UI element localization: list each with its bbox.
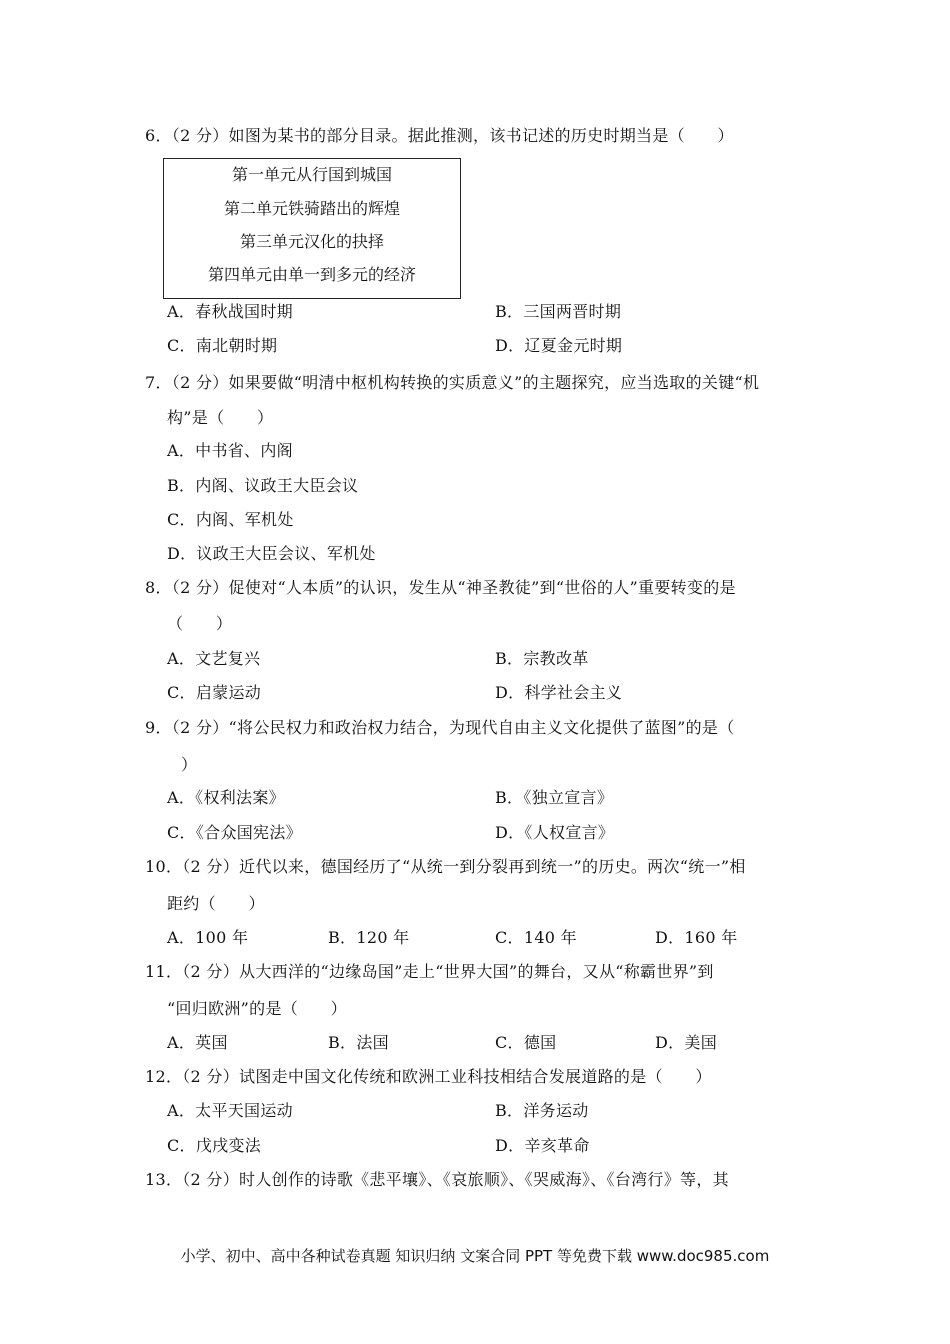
question-8-stem-cont: （ ）: [167, 614, 233, 633]
question-9-option-b: B．《独立宣言》: [495, 788, 614, 807]
question-12-stem: 12．（2 分）试图走中国文化传统和欧洲工业科技相结合发展道路的是（ ）: [145, 1067, 712, 1086]
question-12-option-a: A．太平天国运动: [167, 1101, 293, 1120]
toc-item: 第二单元铁骑踏出的辉煌: [223, 199, 400, 218]
question-10-option-d: D．160 年: [655, 928, 738, 947]
question-12-option-d: D．辛亥革命: [495, 1136, 590, 1155]
question-10-option-a: A．100 年: [167, 928, 249, 947]
question-6-option-b: B．三国两晋时期: [495, 302, 622, 321]
question-8-option-b: B．宗教改革: [495, 649, 589, 668]
question-8-option-c: C．启蒙运动: [167, 683, 262, 702]
toc-item: 第一单元从行国到城国: [231, 165, 392, 184]
question-9-stem: 9．（2 分）“将公民权力和政治权力结合，为现代自由主义文化提供了蓝图”的是（: [145, 718, 735, 737]
question-7-stem: 7．（2 分）如果要做“明清中枢机构转换的实质意义”的主题探究，应当选取的关键“机: [145, 373, 760, 392]
question-8-option-d: D．科学社会主义: [495, 683, 623, 702]
question-6-option-c: C．南北朝时期: [167, 336, 278, 355]
question-11-option-c: C．德国: [495, 1033, 557, 1052]
table-of-contents-box: [163, 158, 461, 299]
question-10-stem: 10．（2 分）近代以来，德国经历了“从统一到分裂再到统一”的历史。两次“统一”相: [145, 857, 746, 876]
question-9-option-d: D．《人权宣言》: [495, 823, 615, 842]
question-13-stem: 13．（2 分）时人创作的诗歌《悲平壤》、《哀旅顺》、《哭威海》、《台湾行》等，其: [145, 1170, 729, 1189]
question-11-option-a: A．英国: [167, 1033, 228, 1052]
question-11-option-d: D．美国: [655, 1033, 718, 1052]
question-7-option-b: B．内阁、议政王大臣会议: [167, 476, 359, 495]
question-7-option-d: D．议政王大臣会议、军机处: [167, 544, 376, 563]
question-6-option-a: A．春秋战国时期: [167, 302, 293, 321]
question-9-option-a: A．《权利法案》: [167, 788, 285, 807]
question-12-option-c: C．戊戌变法: [167, 1136, 262, 1155]
question-7-option-c: C．内阁、军机处: [167, 510, 294, 529]
question-11-stem-cont: “回归欧洲”的是（ ）: [167, 999, 347, 1018]
page-footer: 小学、初中、高中各种试卷真题 知识归纳 文案合同 PPT 等免费下载 www.doc985.com: [180, 1247, 770, 1265]
question-11-stem: 11．（2 分）从大西洋的“边缘岛国”走上“世界大国”的舞台，又从“称霸世界”到: [145, 962, 714, 981]
question-9-option-c: C．《合众国宪法》: [167, 823, 302, 842]
question-12-option-b: B．洋务运动: [495, 1101, 589, 1120]
question-7-option-a: A．中书省、内阁: [167, 441, 293, 460]
question-10-stem-cont: 距约（ ）: [167, 894, 265, 913]
question-10-option-b: B．120 年: [328, 928, 410, 947]
question-6-option-d: D．辽夏金元时期: [495, 336, 623, 355]
question-6-stem: 6．（2 分）如图为某书的部分目录。据此推测，该书记述的历史时期当是（ ）: [145, 126, 734, 145]
question-11-option-b: B．法国: [328, 1033, 389, 1052]
question-10-option-c: C．140 年: [495, 928, 577, 947]
question-9-stem-cont: ）: [181, 755, 198, 774]
toc-item: 第三单元汉化的抉择: [239, 232, 384, 251]
question-7-stem-cont: 构”是（ ）: [167, 408, 274, 427]
question-8-stem: 8．（2 分）促使对“人本质”的认识，发生从“神圣教徒”到“世俗的人”重要转变的是: [145, 578, 736, 597]
question-8-option-a: A．文艺复兴: [167, 649, 261, 668]
toc-item: 第四单元由单一到多元的经济: [207, 265, 416, 284]
